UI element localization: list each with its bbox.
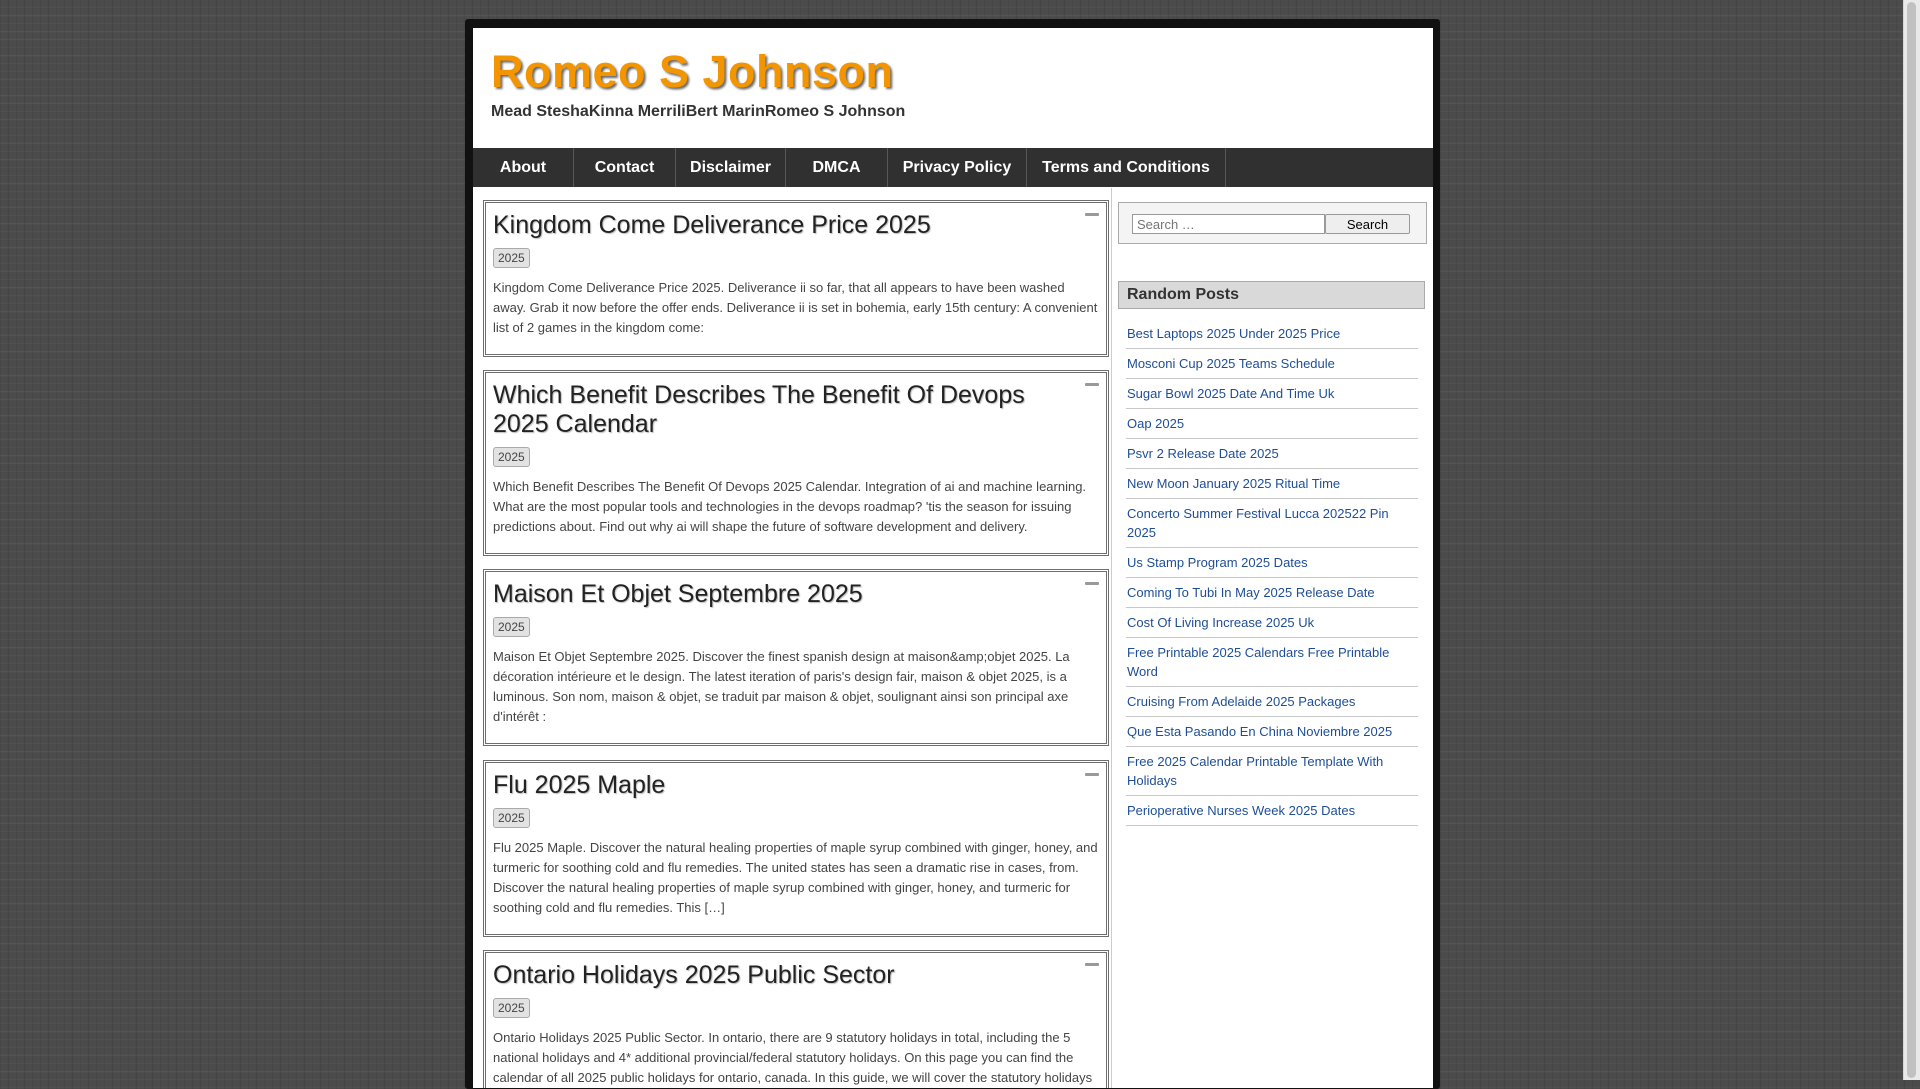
random-post-link[interactable]: Coming To Tubi In May 2025 Release Date <box>1126 578 1418 608</box>
nav-item-disclaimer[interactable]: Disclaimer <box>676 148 786 187</box>
post-title[interactable]: Maison Et Objet Septembre 2025 <box>493 580 863 608</box>
random-post-link[interactable]: Oap 2025 <box>1126 409 1418 439</box>
nav-item-contact[interactable]: Contact <box>574 148 676 187</box>
random-post-link[interactable]: Que Esta Pasando En China Noviembre 2025 <box>1126 717 1418 747</box>
site-title[interactable]: Romeo S Johnson <box>491 46 894 97</box>
random-post-link[interactable]: Sugar Bowl 2025 Date And Time Uk <box>1126 379 1418 409</box>
post-excerpt: Ontario Holidays 2025 Public Sector. In ontario, there are 9 statutory holidays in total, including the 5 national holidays and 4* additional provincial/federal statutory holidays. On this page you can find the calendar of all 2025 public holidays for ontario, canada. In this guide, we will cover the statutory holidays <box>493 1030 1093 1085</box>
random-post-link[interactable]: Perioperative Nurses Week 2025 Dates <box>1126 796 1418 826</box>
search-widget <box>1118 202 1427 244</box>
random-post-link[interactable]: New Moon January 2025 Ritual Time <box>1126 469 1418 499</box>
post-tag[interactable]: 2025 <box>493 248 530 268</box>
post-excerpt: Which Benefit Describes The Benefit Of Devops 2025 Calendar. Integration of ai and machine learning. What are the most popular tools and technologies in the devops roadmap? 'tis the season for issuing predictions about. Find out why ai will shape the future of software development and delivery. <box>493 479 1087 534</box>
random-post-link[interactable]: Cruising From Adelaide 2025 Packages <box>1126 687 1418 717</box>
post-tag[interactable]: 2025 <box>493 808 530 828</box>
scrollbar-thumb[interactable] <box>1907 2 1916 1078</box>
random-post-link[interactable]: Free 2025 Calendar Printable Template With Holidays <box>1126 747 1418 796</box>
post-title[interactable]: Flu 2025 Maple <box>493 771 666 799</box>
site-header <box>473 28 1433 148</box>
post-tag[interactable]: 2025 <box>493 617 530 637</box>
sidebar <box>1111 188 1433 1088</box>
page-scrollbar[interactable] <box>1903 0 1920 1080</box>
random-posts-list <box>1126 319 1418 826</box>
random-posts-heading: Random Posts <box>1118 281 1425 309</box>
post-title[interactable]: Which Benefit Describes The Benefit Of Devops 2025 Calendar <box>493 381 1025 438</box>
post-excerpt: Kingdom Come Deliverance Price 2025. Deliverance ii so far, that all appears to have been washed away. Grab it now before the offer ends. Deliverance ii is set in bohemia, early 15th century: A convenient list of 2 games in the kingdom come: <box>493 280 1098 335</box>
search-input[interactable] <box>1132 214 1325 234</box>
minimize-icon <box>1085 213 1099 216</box>
page-frame <box>465 19 1440 1089</box>
random-post-link[interactable]: Cost Of Living Increase 2025 Uk <box>1126 608 1418 638</box>
nav-item-privacy-policy[interactable]: Privacy Policy <box>888 148 1027 187</box>
nav-item-dmca[interactable]: DMCA <box>786 148 888 187</box>
search-button[interactable]: Search <box>1325 214 1410 234</box>
random-post-link[interactable]: Free Printable 2025 Calendars Free Printable Word <box>1126 638 1418 687</box>
post-excerpt: Maison Et Objet Septembre 2025. Discover the finest spanish design at maison&amp;objet 2025. La décoration intérieure et le design. The latest iteration of paris's design fair, maison & objet 2025, is a luminous. Son nom, maison & objet, se traduit par maison & objet, soulignant ainsi son principal axe d'intérêt : <box>493 649 1070 724</box>
post-excerpt: Flu 2025 Maple. Discover the natural healing properties of maple syrup combined with ginger, honey, and turmeric for soothing cold and flu remedies. The united states has seen a dramatic rise in cases, from. Discover the natural healing properties of maple syrup combined with ginger, honey, and turmeric for soothing cold and flu remedies. This […] <box>493 840 1098 915</box>
random-post-link[interactable]: Best Laptops 2025 Under 2025 Price <box>1126 319 1418 349</box>
post-title[interactable]: Ontario Holidays 2025 Public Sector <box>493 961 895 989</box>
random-post-link[interactable]: Mosconi Cup 2025 Teams Schedule <box>1126 349 1418 379</box>
main-nav <box>473 148 1433 187</box>
random-post-link[interactable]: Psvr 2 Release Date 2025 <box>1126 439 1418 469</box>
minimize-icon <box>1085 773 1099 776</box>
post-card <box>483 760 1109 937</box>
minimize-icon <box>1085 963 1099 966</box>
post-title[interactable]: Kingdom Come Deliverance Price 2025 <box>493 211 931 239</box>
post-card <box>483 569 1109 746</box>
page <box>473 28 1433 1088</box>
post-card <box>483 370 1109 556</box>
post-card <box>483 950 1109 1088</box>
post-tag[interactable]: 2025 <box>493 998 530 1018</box>
nav-item-terms-and-conditions[interactable]: Terms and Conditions <box>1027 148 1226 187</box>
site-tagline: Mead SteshaKinna MerriliBert MarinRomeo S Johnson <box>491 103 906 120</box>
minimize-icon <box>1085 383 1099 386</box>
post-tag[interactable]: 2025 <box>493 447 530 467</box>
random-post-link[interactable]: Concerto Summer Festival Lucca 202522 Pin 2025 <box>1126 499 1418 548</box>
nav-item-about[interactable]: About <box>473 148 574 187</box>
post-card <box>483 200 1109 357</box>
minimize-icon <box>1085 582 1099 585</box>
random-post-link[interactable]: Us Stamp Program 2025 Dates <box>1126 548 1418 578</box>
